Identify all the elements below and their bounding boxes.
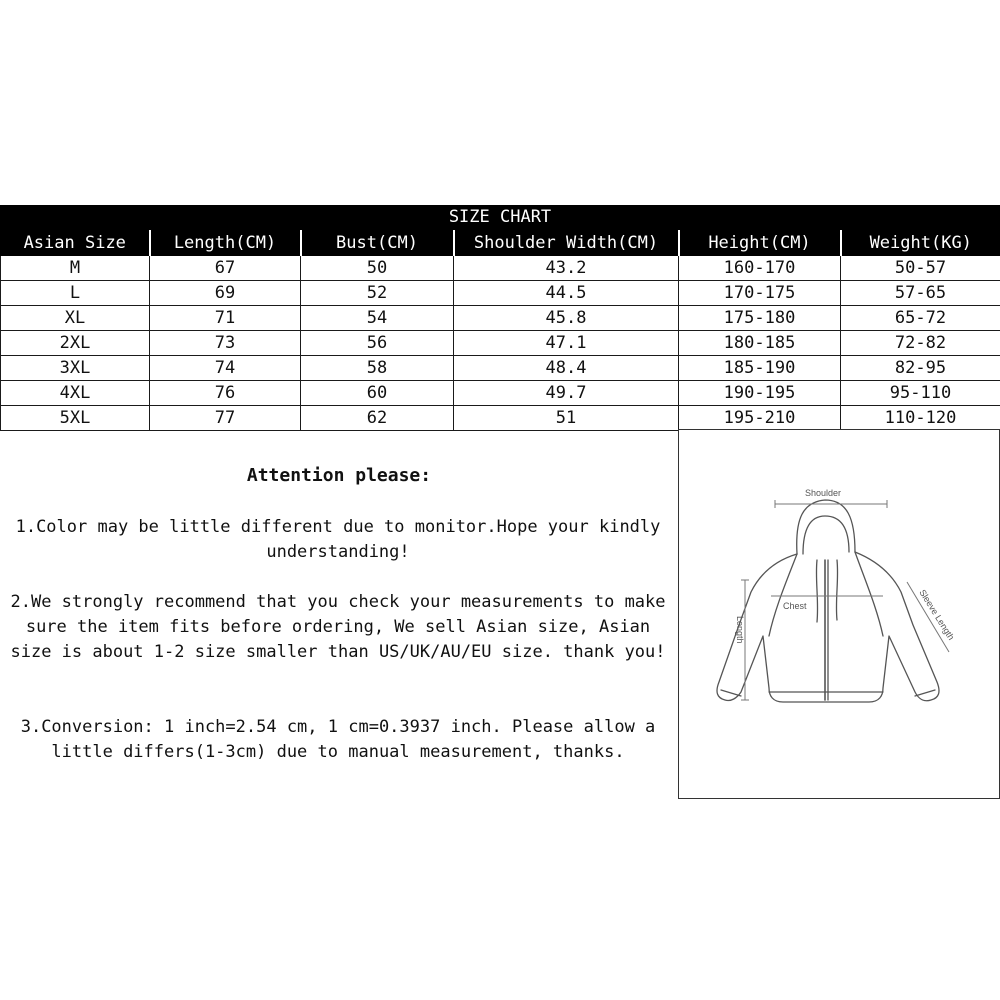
attention-notes [0,429,678,799]
table-cell: 67 [150,256,301,281]
table-cell: 50-57 [841,256,1000,281]
sleeve-length-label: Sleeve Length [917,587,957,642]
table-cell: 50 [301,256,454,281]
size-chart-title: SIZE CHART [0,205,1000,230]
measurement-diagram [678,429,1000,799]
table-cell: 71 [150,306,301,331]
table-row [1,356,1000,381]
table-cell: 48.4 [454,356,679,381]
table-cell: 76 [150,381,301,406]
table-cell: 60 [301,381,454,406]
table-cell: 3XL [1,356,150,381]
table-cell: 56 [301,331,454,356]
table-cell: 160-170 [679,256,841,281]
table-cell: 51 [454,406,679,431]
shoulder-label: Shoulder [805,488,842,498]
table-cell: 54 [301,306,454,331]
table-cell: 44.5 [454,281,679,306]
column-header: Shoulder Width(CM) [454,231,679,256]
table-cell: 69 [150,281,301,306]
column-header: Asian Size [1,231,150,256]
table-cell: 4XL [1,381,150,406]
table-cell: 195-210 [679,406,841,431]
table-cell: 110-120 [841,406,1000,431]
table-row [1,281,1000,306]
table-row [1,256,1000,281]
table-cell: 74 [150,356,301,381]
table-cell: 95-110 [841,381,1000,406]
table-cell: 65-72 [841,306,1000,331]
table-cell: 58 [301,356,454,381]
table-cell: 2XL [1,331,150,356]
table-cell: 45.8 [454,306,679,331]
column-header: Bust(CM) [301,231,454,256]
table-cell: 47.1 [454,331,679,356]
table-cell: 52 [301,281,454,306]
table-cell: 57-65 [841,281,1000,306]
table-cell: 62 [301,406,454,431]
table-header-row [1,231,1000,256]
table-cell: 185-190 [679,356,841,381]
table-cell: M [1,256,150,281]
table-cell: 49.7 [454,381,679,406]
table-cell: 73 [150,331,301,356]
column-header: Height(CM) [679,231,841,256]
table-cell: 43.2 [454,256,679,281]
attention-title: Attention please: [246,465,432,486]
hoodie-icon [679,430,999,798]
note-conversion: 3.Conversion: 1 inch=2.54 cm, 1 cm=0.3937 inch. Please allow a little differs(1-3cm) due to manual measurement, thanks. [20,717,656,762]
table-cell: L [1,281,150,306]
table-row [1,406,1000,431]
info-section [0,429,1000,799]
column-header: Length(CM) [150,231,301,256]
table-cell: 170-175 [679,281,841,306]
column-header: Weight(KG) [841,231,1000,256]
table-cell: 77 [150,406,301,431]
table-cell: 190-195 [679,381,841,406]
table-cell: 82-95 [841,356,1000,381]
table-cell: XL [1,306,150,331]
table-row [1,306,1000,331]
length-label: Length [735,616,745,644]
size-table [0,230,1000,431]
table-cell: 72-82 [841,331,1000,356]
table-cell: 180-185 [679,331,841,356]
table-cell: 5XL [1,406,150,431]
note-color: 1.Color may be little different due to monitor.Hope your kindly understanding! [15,517,661,562]
table-row [1,381,1000,406]
size-chart [0,205,1000,799]
note-measurements: 2.We strongly recommend that you check your measurements to make sure the item fits before ordering, We sell Asian size, Asian size is about 1-2 size smaller than US/UK/AU/EU size. thank you! [10,592,666,662]
chest-label: Chest [783,601,807,611]
table-cell: 175-180 [679,306,841,331]
table-row [1,331,1000,356]
